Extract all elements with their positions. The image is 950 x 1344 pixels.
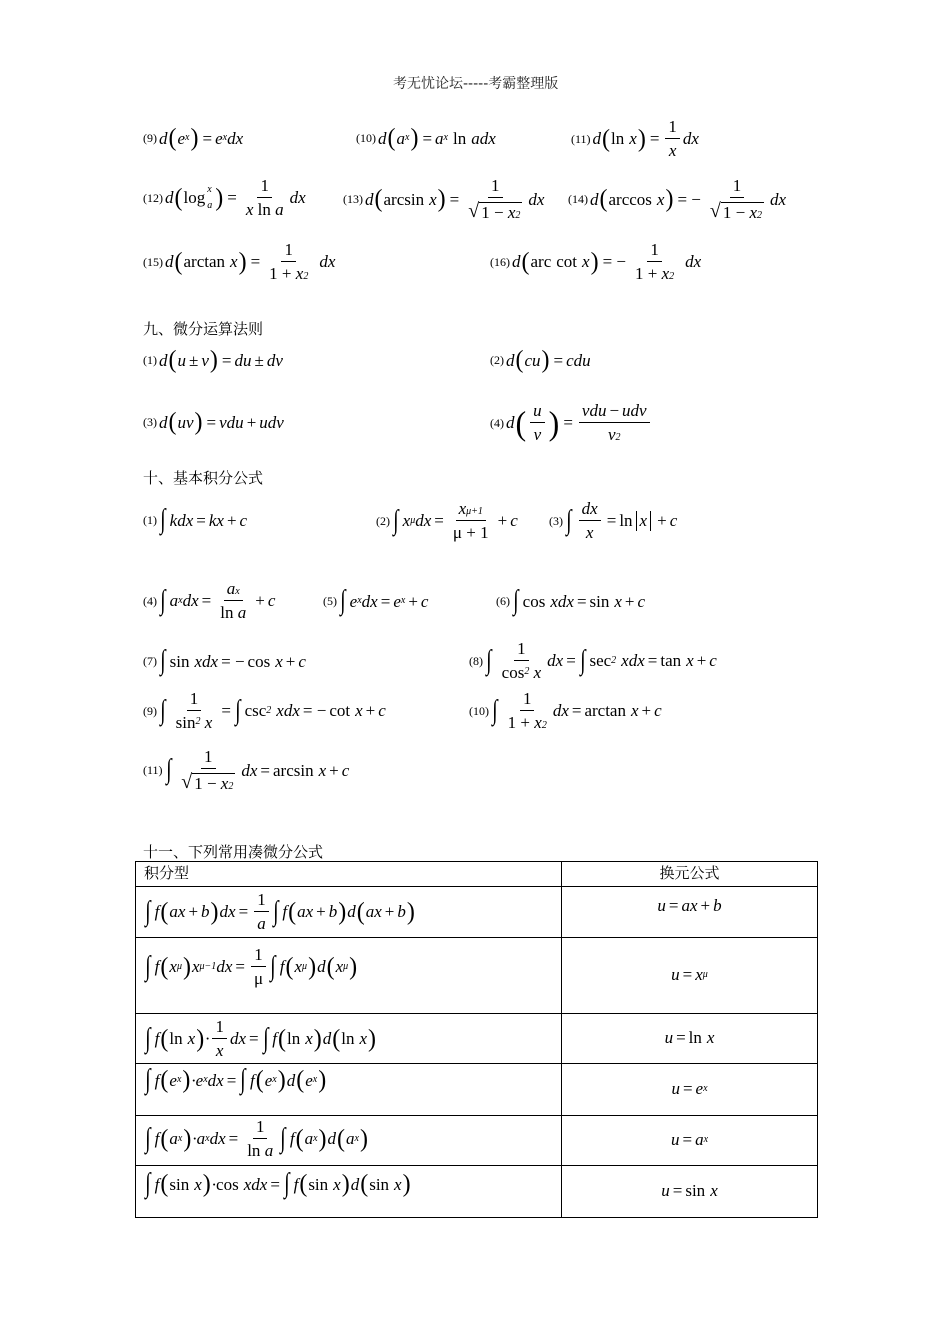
integral-form-cell: ∫ f ( a x ) ·a x dx = $\frac{1}{\text{ln a}}$ ∫ f ( a x ) d ( a x ) xyxy=(136,1116,562,1166)
formula-number: (12) xyxy=(143,190,163,205)
formula-number: (4) xyxy=(143,593,157,608)
formula-number: (10) xyxy=(469,703,489,718)
formula-number: (3) xyxy=(143,415,157,429)
integral-form-cell: ∫ f ( sin x ) · cos xdx = ∫ f ( sin x ) d ( sin x ) xyxy=(136,1166,562,1218)
table-row xyxy=(136,1014,818,1064)
formula-11: (11) d ( ln x ) = $\frac{1}{x}$ dx xyxy=(571,117,699,160)
formula-number: (1) xyxy=(143,353,157,367)
formula-number: (13) xyxy=(343,192,363,206)
formula-number: (4) xyxy=(490,415,504,430)
integral-2: (2) ∫ x μ dx = $\frac{x\mu+1}{\mu + 1}$ + c xyxy=(376,499,518,542)
integral-7: (7) ∫ sin xdx = − cos x + c xyxy=(143,645,306,676)
integral-9: (9) ∫ $\frac{1}{\sin^2 x}$ = ∫ csc 2 xdx = − cot x + c xyxy=(143,689,386,732)
substitution-cell xyxy=(562,938,818,1014)
integral-4: (4) ∫ a x dx = $\frac{ax}{\text{ln a}}$ + c xyxy=(143,579,276,622)
page-header: 考无忧论坛-----考霸整理版 xyxy=(393,76,559,92)
formula-number: (5) xyxy=(323,594,337,608)
integral-8: (8) ∫ $\frac{1}{\cos^2 x}$ dx = ∫ sec 2 xdx = tan x + c xyxy=(469,639,717,682)
formula-13: (13) d ( arcsin x ) = 1 √ 1 − x2 dx xyxy=(343,176,545,222)
table-row xyxy=(136,1166,818,1218)
integral-form-cell: ∫ f ( ax + b ) dx = $\frac{1}{a}$ ∫ f ( ax + b ) d ( ax + b ) xyxy=(136,887,562,938)
table-row xyxy=(136,1116,818,1166)
substitution-cell xyxy=(562,887,818,938)
integral-5: (5) ∫ e x dx = e x + c xyxy=(323,585,429,616)
formula-number: (2) xyxy=(490,353,504,367)
section-title-9: 九、微分运算法则 xyxy=(143,320,264,338)
formula-number: (7) xyxy=(143,654,157,668)
integral-form-cell: ∫ f ( e x ) ·e x dx = ∫ f ( e x ) d ( e x ) xyxy=(136,1064,562,1116)
substitution-cell xyxy=(562,1116,818,1166)
substitution-formula: u = ax + b xyxy=(657,896,722,915)
integral-3: (3) ∫ $\frac{dx}{x}$ = ln x + c xyxy=(549,499,678,542)
table-row xyxy=(136,938,818,1014)
section-title-11: 十一、下列常用凑微分公式 xyxy=(143,843,324,861)
formula-number: (9) xyxy=(143,131,157,145)
formula-number: (3) xyxy=(549,513,563,528)
formula-number: (10) xyxy=(356,131,376,145)
formula-15: (15) d ( arctan x ) = $\frac{1}{1 + x2}$ dx xyxy=(143,240,336,283)
rule-3: (3) d ( uv ) = vdu + udv xyxy=(143,408,284,436)
formula-number: (9) xyxy=(143,703,157,718)
table-header-row xyxy=(136,862,818,887)
table-row xyxy=(136,887,818,938)
formula-10: (10) d ( a x ) = a x ln adx xyxy=(356,124,496,152)
formula-number: (11) xyxy=(143,763,163,777)
formula-14: (14) d ( arccos x ) = − 1 √ 1 − x2 dx xyxy=(568,176,787,222)
rule-4: (4) d ( $\frac{u}{v}$ ) = $\frac{\text{vdu − udv}}{v2}$ xyxy=(490,402,653,443)
column-header-integral-form: 积分型 xyxy=(136,862,562,887)
formula-16: (16) d ( arc cot x ) = − $\frac{1}{1 + x2}$ dx xyxy=(490,240,702,283)
section-title-10: 十、基本积分公式 xyxy=(143,469,264,487)
integral-10: (10) ∫ $\frac{1}{1 + x2}$ dx = arctan x + c xyxy=(469,689,662,732)
formula-number: (6) xyxy=(496,594,510,608)
substitution-formula: u = x μ xyxy=(671,965,708,984)
table-row xyxy=(136,1064,818,1116)
formula-12: (12) d ( log x a ) = $\frac{1}{\text{x ln a}}$ dx xyxy=(143,176,306,219)
substitution-formula: u = sin x xyxy=(661,1181,718,1200)
formula-9: (9) d ( e x ) = e x dx xyxy=(143,124,244,152)
formula-number: (8) xyxy=(469,653,483,668)
rule-2: (2) d ( cu ) = cdu xyxy=(490,346,591,374)
substitution-cell xyxy=(562,1014,818,1064)
integral-1: (1) ∫ kdx = kx + c xyxy=(143,504,248,535)
formula-number: (1) xyxy=(143,513,157,527)
formula-number: (11) xyxy=(571,131,591,146)
substitution-formula: u = ln x xyxy=(664,1028,715,1047)
integral-6: (6) ∫ cos xdx = sin x + c xyxy=(496,585,646,616)
integral-form-cell: ∫ f ( ln x ) · $\frac{1}{x}$ dx = ∫ f ( ln x ) d ( ln x ) xyxy=(136,1014,562,1064)
rule-1: (1) d ( u ± v ) = du ± dv xyxy=(143,346,283,374)
substitution-cell xyxy=(562,1064,818,1116)
formula-number: (16) xyxy=(490,254,510,269)
substitution-table xyxy=(135,861,818,1218)
substitution-formula: u = a x xyxy=(670,1130,709,1149)
substitution-formula: u = e x xyxy=(671,1079,708,1098)
formula-number: (2) xyxy=(376,513,390,528)
integral-11: (11) ∫ 1 √ 1 − x2 dx = arcsin x + c xyxy=(143,747,350,793)
integral-form-cell: ∫ f ( x μ ) x μ−1 dx = $\frac{1}{\mu}$ ∫ f ( x μ ) d ( x μ ) xyxy=(136,938,562,1014)
substitution-cell xyxy=(562,1166,818,1218)
formula-number: (15) xyxy=(143,254,163,269)
column-header-substitution: 换元公式 xyxy=(562,862,818,887)
formula-number: (14) xyxy=(568,192,588,206)
